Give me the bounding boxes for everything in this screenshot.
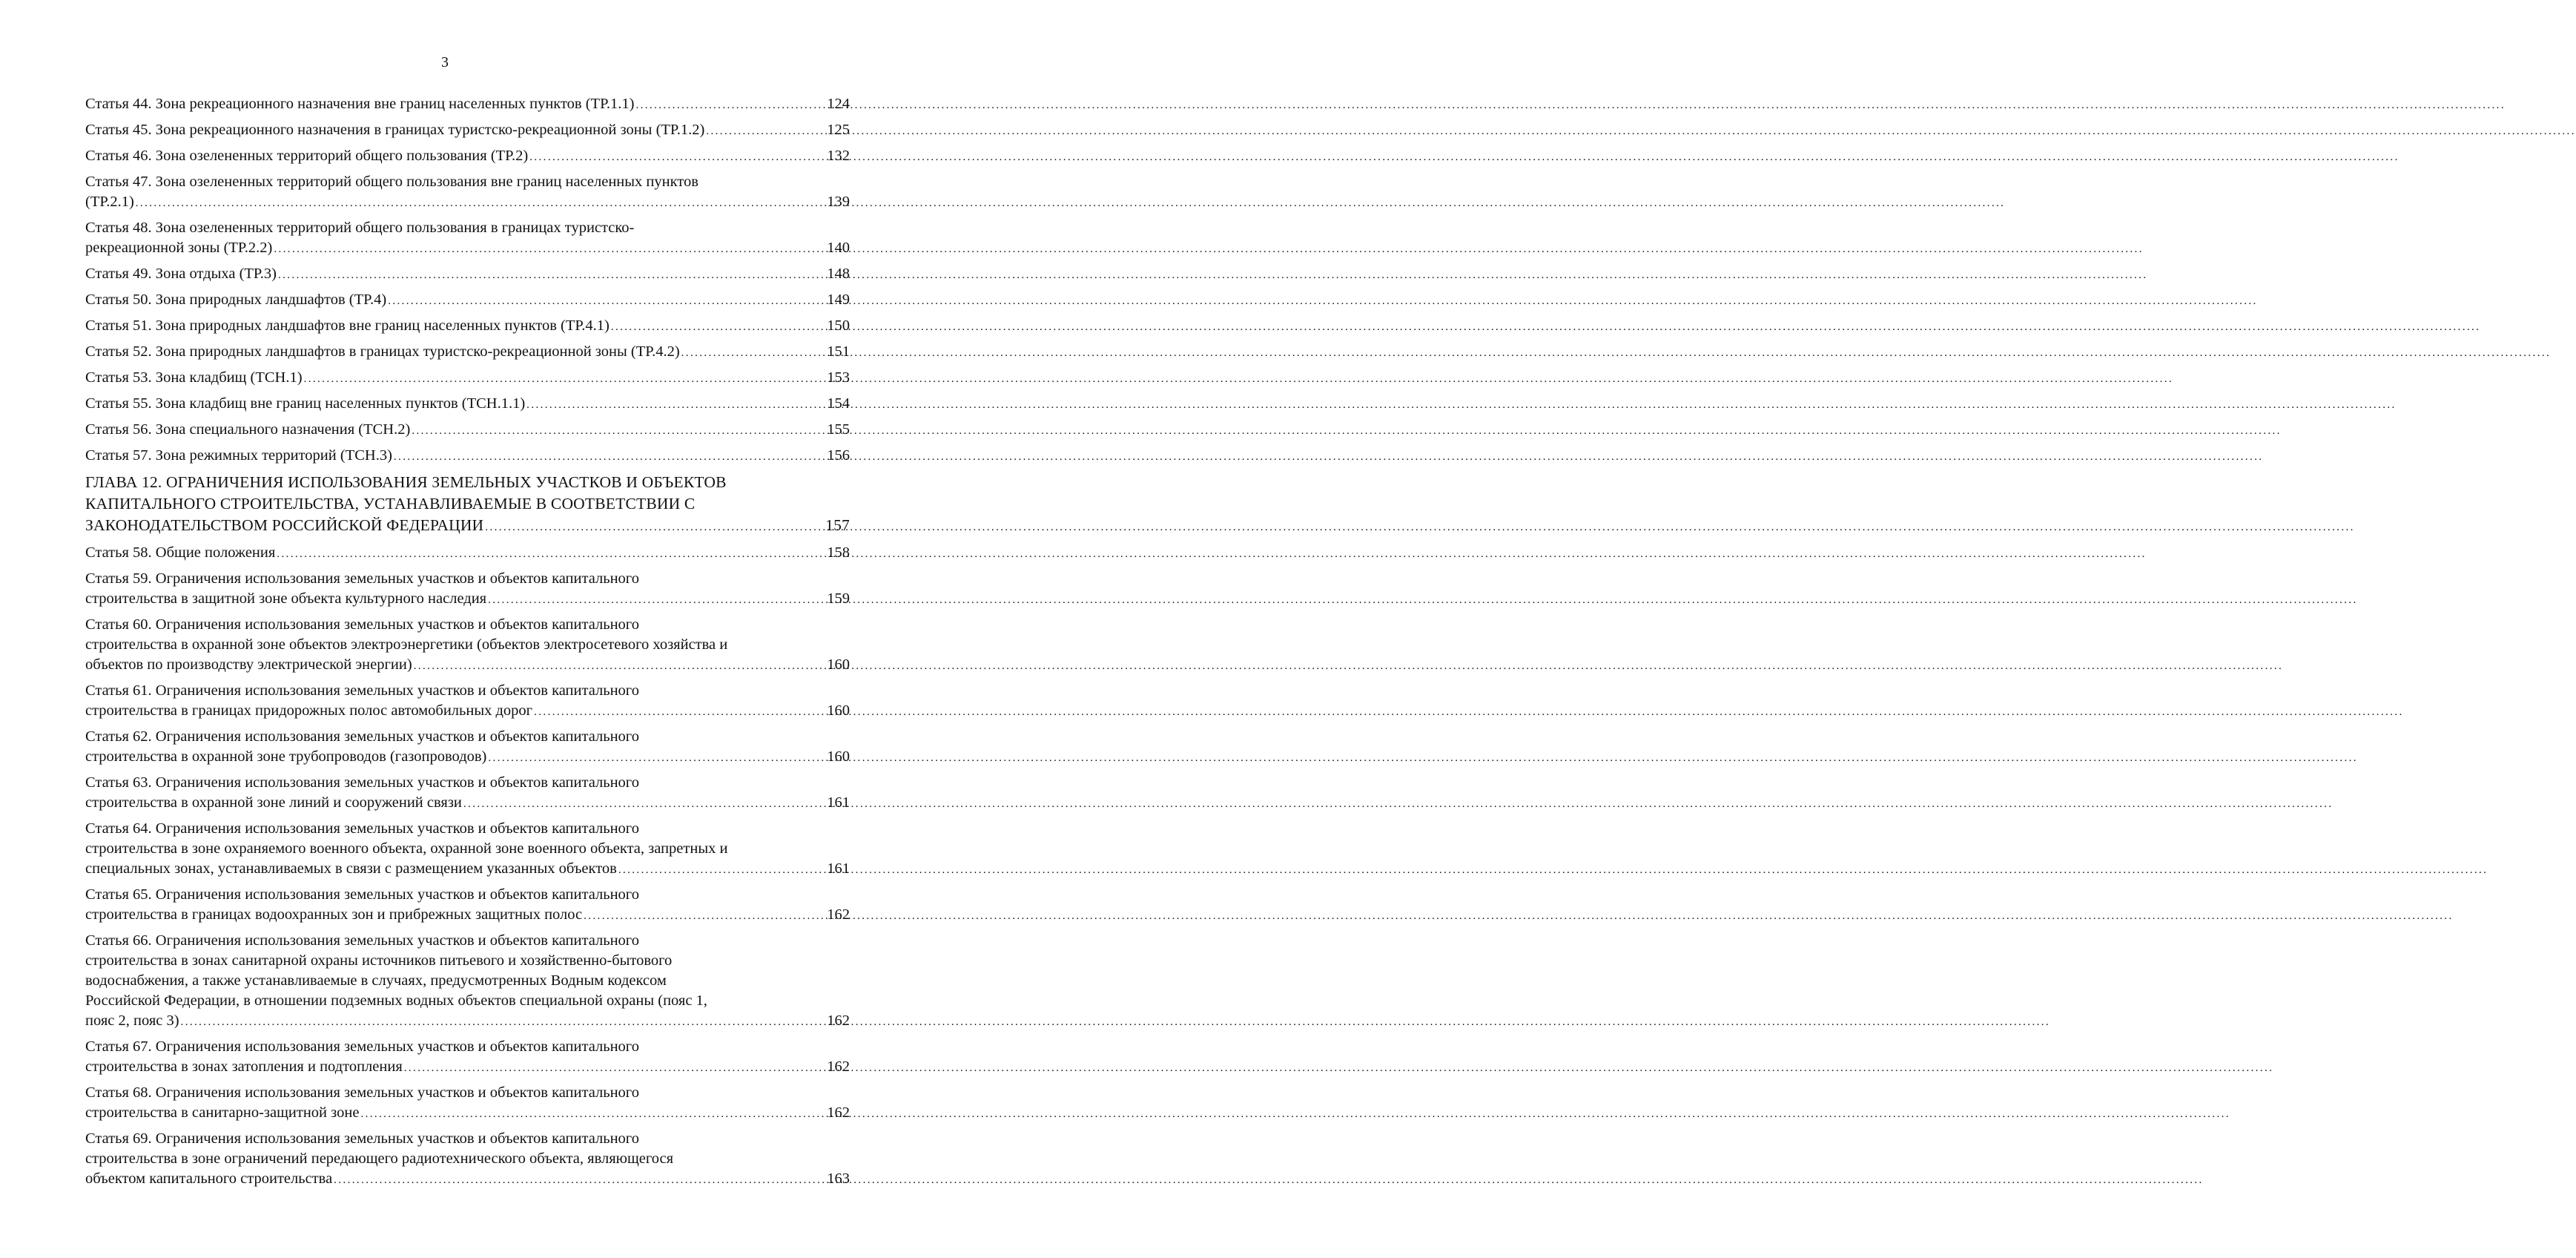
toc-entry-last-line	[85, 368, 850, 389]
dot-leader	[488, 590, 825, 610]
dot-leader	[334, 1170, 825, 1191]
toc-entry-text: Статья 46. Зона озелененных территорий общего пользования (ТР.2)	[85, 148, 529, 164]
dot-leader	[136, 194, 825, 214]
toc-entry[interactable]	[85, 773, 850, 814]
dot-leader	[618, 860, 825, 880]
toc-entry[interactable]	[85, 615, 850, 676]
toc-entry[interactable]	[85, 94, 850, 116]
toc-entry-last-line	[85, 316, 850, 337]
toc-entry-text: Статья 50. Зона природных ландшафтов (ТР.4)	[85, 292, 387, 308]
page-number: 3	[441, 54, 449, 70]
toc-entry-text: Статья 56. Зона специального назначения (ТСН.2)	[85, 421, 411, 438]
toc-entry-text: Статья 64. Ограничения использования земельных участков и объектов капитального	[85, 820, 639, 837]
toc-entry-last-line	[85, 290, 850, 312]
toc-chapter-entry[interactable]	[85, 472, 850, 539]
toc-entry-last-line	[85, 1169, 850, 1191]
dot-leader	[681, 343, 826, 363]
toc-entry-text: (ТР.2.1)	[85, 194, 134, 210]
toc-entry[interactable]	[85, 264, 850, 286]
toc-entry[interactable]	[85, 146, 850, 168]
toc-entry-last-line	[85, 515, 850, 539]
toc-entry-text: объектом капитального строительства	[85, 1170, 333, 1187]
toc-entry[interactable]	[85, 569, 850, 610]
toc-entry-text: Статья 62. Ограничения использования земельных участков и объектов капитального	[85, 728, 639, 745]
toc-entry[interactable]	[85, 218, 850, 260]
toc-entry[interactable]	[85, 727, 850, 768]
dot-leader	[488, 748, 825, 768]
toc-entry-text: Статья 58. Общие положения	[85, 544, 276, 561]
toc-entry[interactable]	[85, 368, 850, 389]
toc-entry-text: водоснабжения, а также устанавливаемые в случаях, предусмотренных Водным кодексом	[85, 972, 667, 989]
toc-page-number: 139	[827, 194, 850, 210]
dot-leader	[463, 794, 825, 814]
toc-entry[interactable]	[85, 1037, 850, 1078]
toc-page-number: 161	[827, 794, 850, 811]
toc-entry[interactable]	[85, 1129, 850, 1191]
dot-leader	[529, 148, 825, 168]
toc-entry-last-line	[85, 342, 850, 363]
toc-entry-text: рекреационной зоны (ТР.2.2)	[85, 240, 273, 256]
toc-entry-text: Статья 48. Зона озелененных территорий общего пользования в границах туристско-	[85, 220, 635, 236]
toc-page-number: 155	[827, 421, 850, 438]
toc-entry-last-line	[85, 905, 850, 926]
toc-entry[interactable]	[85, 1083, 850, 1124]
toc-entry-text: Статья 59. Ограничения использования земельных участков и объектов капитального	[85, 570, 639, 587]
toc-page-number: 140	[827, 240, 850, 256]
toc-entry-text: Статья 51. Зона природных ландшафтов вне границ населенных пунктов (ТР.4.1)	[85, 317, 610, 334]
toc-entry-text: Статья 53. Зона кладбищ (ТСН.1)	[85, 369, 303, 386]
toc-entry-last-line	[85, 94, 850, 116]
toc-entry-text: Статья 63. Ограничения использования земельных участков и объектов капитального	[85, 774, 639, 791]
toc-entry-last-line	[85, 793, 850, 814]
toc-entry-text: Статья 67. Ограничения использования земельных участков и объектов капитального	[85, 1038, 639, 1055]
toc-page-number: 161	[827, 860, 850, 877]
toc-entry[interactable]	[85, 543, 850, 564]
dot-leader	[278, 266, 825, 286]
toc-entry-text: объектов по производству электрической энергии)	[85, 656, 412, 673]
toc-entry-text: строительства в защитной зоне объекта культурного наследия	[85, 590, 487, 607]
toc-entry-text: Статья 61. Ограничения использования земельных участков и объектов капитального	[85, 682, 639, 699]
toc-entry-text: Статья 44. Зона рекреационного назначения вне границ населенных пунктов (ТР.1.1)	[85, 96, 635, 112]
toc-entry-text: строительства в зоне ограничений передающего радиотехнического объекта, являющегося	[85, 1150, 674, 1167]
dot-leader	[611, 317, 825, 337]
dot-leader	[360, 1104, 825, 1124]
dot-leader	[394, 447, 825, 467]
toc-entry-last-line	[85, 120, 850, 142]
toc-entry-text: Статья 65. Ограничения использования земельных участков и объектов капитального	[85, 886, 639, 903]
toc-entry-text: строительства в санитарно-защитной зоне	[85, 1104, 360, 1121]
toc-entry[interactable]	[85, 819, 850, 880]
toc-entry-last-line	[85, 238, 850, 260]
toc-entry-text: Статья 57. Зона режимных территорий (ТСН.3)	[85, 447, 392, 464]
toc-entry-text: ЗАКОНОДАТЕЛЬСТВОМ РОССИЙСКОЙ ФЕДЕРАЦИИ	[85, 516, 484, 534]
toc-entry-text: ГЛАВА 12. ОГРАНИЧЕНИЯ ИСПОЛЬЗОВАНИЯ ЗЕМЕЛЬНЫХ УЧАСТКОВ И ОБЪЕКТОВ	[85, 473, 727, 491]
toc-entry[interactable]	[85, 290, 850, 312]
toc-entry-text: Российской Федерации, в отношении подземных водных объектов специальной охраны (пояс 1,	[85, 992, 707, 1009]
toc-entry-last-line	[85, 446, 850, 467]
toc-entry-last-line	[85, 420, 850, 441]
toc-entry-text: КАПИТАЛЬНОГО СТРОИТЕЛЬСТВА, УСТАНАВЛИВАЕМЫЕ В СООТВЕТСТВИИ С	[85, 495, 696, 513]
toc-entry-last-line	[85, 543, 850, 564]
toc-entry[interactable]	[85, 681, 850, 722]
dot-leader	[304, 369, 826, 389]
toc-page-number: 150	[827, 317, 850, 334]
toc-page-number: 151	[827, 343, 850, 360]
toc-entry[interactable]	[85, 172, 850, 214]
toc-entry-text: строительства в зоне охраняемого военного объекта, охранной зоне военного объекта, запретных и	[85, 840, 728, 857]
toc-entry[interactable]	[85, 316, 850, 337]
table-of-contents	[85, 94, 850, 1195]
toc-entry-last-line	[85, 747, 850, 768]
dot-leader	[181, 1012, 826, 1033]
toc-entry[interactable]	[85, 931, 850, 1033]
dot-leader	[388, 292, 825, 312]
dot-leader	[485, 517, 824, 539]
toc-entry[interactable]	[85, 885, 850, 926]
toc-page-number: 163	[827, 1170, 850, 1187]
toc-entry-text: Статья 55. Зона кладбищ вне границ населенных пунктов (ТСН.1.1)	[85, 395, 526, 412]
toc-page-number: 158	[827, 544, 850, 561]
toc-entry-text: Статья 60. Ограничения использования земельных участков и объектов капитального	[85, 616, 639, 633]
toc-entry[interactable]	[85, 120, 850, 142]
toc-entry-last-line	[85, 192, 850, 214]
toc-entry-last-line	[85, 655, 850, 676]
toc-entry-text: строительства в охранной зоне трубопроводов (газопроводов)	[85, 748, 487, 765]
toc-entry[interactable]	[85, 420, 850, 441]
toc-page-number: 159	[827, 590, 850, 607]
toc-entry-text: Статья 47. Зона озелененных территорий общего пользования вне границ населенных пунктов	[85, 174, 699, 190]
toc-entry-last-line	[85, 1103, 850, 1124]
toc-entry-text: Статья 49. Зона отдыха (ТР.3)	[85, 266, 277, 282]
toc-page-number: 160	[827, 656, 850, 673]
toc-entry-text: строительства в зонах санитарной охраны источников питьевого и хозяйственно-бытового	[85, 952, 673, 969]
toc-entry-last-line	[85, 1011, 850, 1033]
dot-leader	[274, 240, 825, 260]
dot-leader	[534, 702, 825, 722]
toc-entry-text: строительства в охранной зоне объектов электроэнергетики (объектов электросетевого хозяйства и	[85, 636, 728, 653]
toc-page-number: 153	[827, 369, 850, 386]
toc-entry-last-line	[85, 589, 850, 610]
dot-leader	[526, 395, 825, 415]
toc-entry-last-line	[85, 859, 850, 880]
toc-entry-last-line	[85, 394, 850, 415]
toc-page-number: 132	[827, 148, 850, 164]
toc-entry-text: Статья 52. Зона природных ландшафтов в границах туристско-рекреационной зоны (ТР.4.2)	[85, 343, 680, 360]
toc-entry[interactable]	[85, 394, 850, 415]
toc-entry-text: Статья 66. Ограничения использования земельных участков и объектов капитального	[85, 932, 639, 949]
toc-entry-text: Статья 45. Зона рекреационного назначения в границах туристско-рекреационной зоны (ТР.1.2)	[85, 122, 705, 138]
toc-entry-text: Статья 69. Ограничения использования земельных участков и объектов капитального	[85, 1130, 639, 1147]
toc-page-number: 160	[827, 702, 850, 719]
toc-page-number: 156	[827, 447, 850, 464]
toc-page-number: 162	[827, 1058, 850, 1075]
toc-page-number: 154	[827, 395, 850, 412]
dot-leader	[404, 1058, 826, 1078]
toc-page-number: 160	[827, 748, 850, 765]
toc-page-number: 148	[827, 266, 850, 282]
toc-entry-text: строительства в границах водоохранных зон и прибрежных защитных полос	[85, 906, 583, 923]
toc-entry-text: пояс 2, пояс 3)	[85, 1012, 179, 1029]
toc-entry-text: Статья 68. Ограничения использования земельных участков и объектов капитального	[85, 1084, 639, 1101]
toc-entry-text: специальных зонах, устанавливаемых в связи с размещением указанных объектов	[85, 860, 617, 877]
dot-leader	[414, 656, 826, 676]
toc-entry-text: строительства в зонах затопления и подтопления	[85, 1058, 403, 1075]
toc-page-number: 157	[825, 516, 850, 534]
toc-page-number: 125	[827, 122, 850, 138]
toc-page-number: 149	[827, 292, 850, 308]
toc-entry-last-line	[85, 146, 850, 168]
toc-entry[interactable]	[85, 342, 850, 363]
dot-leader	[706, 122, 825, 142]
dot-leader	[412, 421, 825, 441]
toc-entry-text: строительства в границах придорожных полос автомобильных дорог	[85, 702, 533, 719]
toc-entry-last-line	[85, 1057, 850, 1078]
toc-page-number: 124	[827, 96, 850, 112]
dot-leader	[635, 96, 825, 116]
toc-entry-text: строительства в охранной зоне линий и сооружений связи	[85, 794, 462, 811]
toc-entry-last-line	[85, 701, 850, 722]
toc-entry-last-line	[85, 264, 850, 286]
dot-leader	[277, 544, 825, 564]
toc-entry[interactable]	[85, 446, 850, 467]
toc-page-number: 162	[827, 1104, 850, 1121]
dot-leader	[584, 906, 825, 926]
toc-page-number: 162	[827, 906, 850, 923]
toc-page-number: 162	[827, 1012, 850, 1029]
